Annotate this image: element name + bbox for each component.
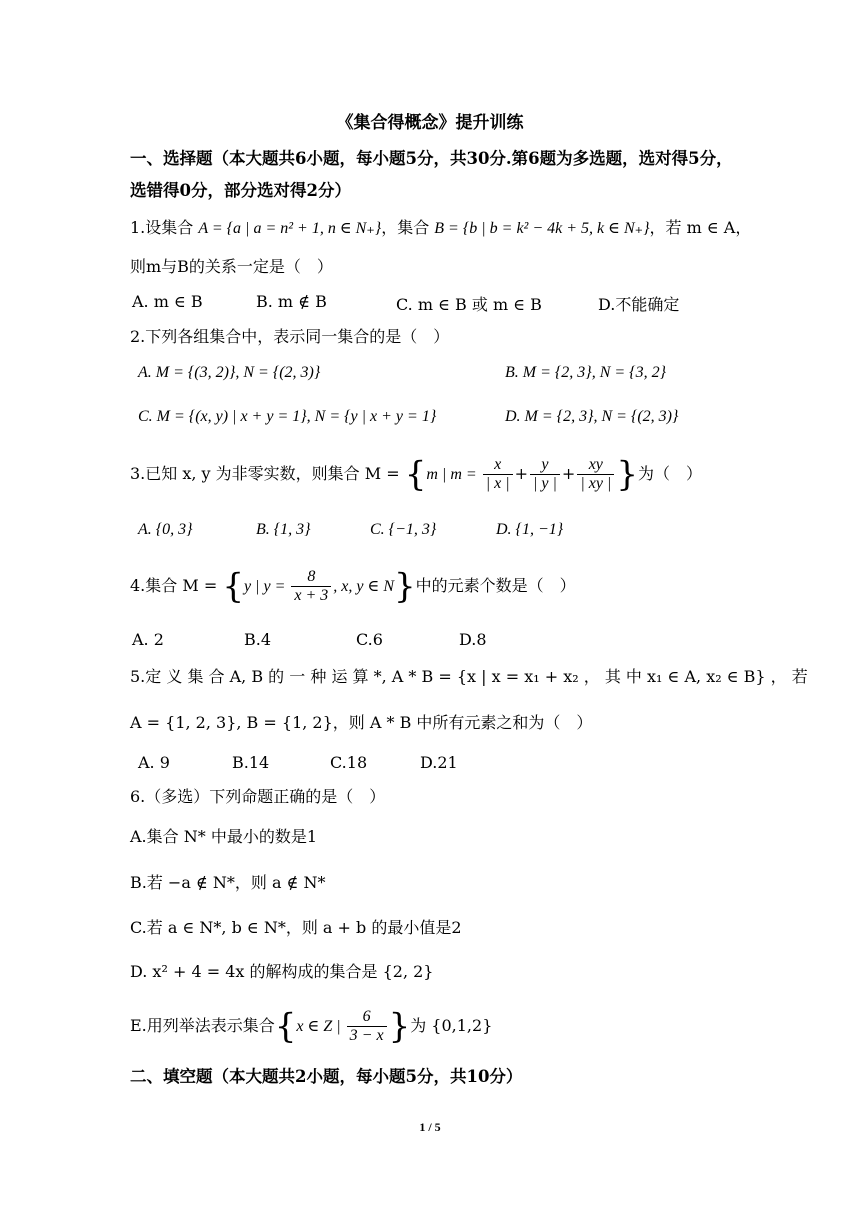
q4-stem-suffix: 中的元素个数是（ ） [415,576,576,595]
q5-option-c: C.18 [330,753,368,772]
q3-f1-numerator: x [483,456,513,475]
q5-option-b: B.14 [232,753,270,772]
q1-stem-suffix: ，若 m ∈ A， [649,218,752,237]
document-title: 《集合得概念》提升训练 [336,113,524,133]
q1-option-b: B. m ∉ B [256,292,327,311]
right-brace-icon: } [394,566,416,607]
q4-fraction [291,568,331,605]
q3-f3-numerator: xy [577,456,614,475]
q4-set-left: y | y = [243,578,290,595]
q3-set-left: m | m = [426,466,481,483]
right-brace-icon: } [616,454,638,495]
q1-option-d: D.不能确定 [598,295,680,314]
q2-option-a: A. M = {(3, 2)}, N = {(2, 3)} [138,364,321,381]
q2-option-d: D. M = {2, 3}, N = {(2, 3)} [505,408,679,425]
q6-stem: 6.（多选）下列命题正确的是（ ） [130,787,386,806]
q1-stem [130,217,751,240]
q1-stem-line2: 则m与B的关系一定是（ ） [130,257,333,276]
q4-option-c: C.6 [356,630,383,649]
q1-stem-prefix: 1.设集合 [130,218,199,237]
q3-f2-numerator: y [530,456,560,475]
q2-option-c: C. M = {(x, y) | x + y = 1}, N = {y | x + y = 1} [138,408,437,425]
q3-f3-denominator: | xy | [580,475,612,492]
q3-stem-suffix: 为（ ） [637,464,702,483]
q6-option-e-numerator: 6 [347,1008,387,1027]
q4-denominator: x + 3 [294,587,329,604]
q3-stem: 3.已知 x, y 为非零实数，则集合 M = {m | m = $\frac{x}{| x |}$ + $\frac{y}{| y |}$ + $\frac{xy}{| xy |}$ }为（ ） [130,454,702,495]
q6-option-d: D. x² + 4 = 4x 的解构成的集合是 {2, 2} [130,962,434,981]
q5-stem-line2: A = {1, 2, 3}, B = {1, 2}，则 A * B 中所有元素之和为（ ） [130,713,593,732]
q6-option-e-suffix: 为 {0,1,2} [410,1016,493,1035]
q6-option-e [130,1004,492,1049]
q3-option-d: D. {1, −1} [496,521,564,538]
q5-option-a: A. 9 [138,753,170,772]
q6-option-e-fraction [347,1008,387,1045]
q3-fraction-1 [483,456,513,493]
q1-stem-mid: ，集合 [381,218,435,237]
q3-option-c: C. {−1, 3} [370,521,437,538]
q4-option-d: D.8 [459,630,487,649]
q5-stem-line1: 5.定 义 集 合 A, B 的 一 种 运 算 *, A * B = {x | x = x₁ + x₂ ， 其 中 x₁ ∈ A, x₂ ∈ B} ， 若 [130,667,808,686]
section1-heading-line2: 选错得0分，部分选对得2分） [130,181,351,200]
q2-option-b: B. M = {2, 3}, N = {3, 2} [505,364,666,381]
q4-stem-prefix: 4.集合 M = [130,576,223,595]
q4-stem [130,564,576,609]
q3-fraction-3 [577,456,614,493]
q6-option-e-denominator: 3 − x [349,1027,384,1044]
right-brace-icon: } [388,1006,411,1047]
q3-fraction-2 [530,456,560,493]
q3-option-b: B. {1, 3} [256,521,311,538]
q6-option-e-set: x ∈ Z | [296,1018,345,1035]
q6-option-c: C.若 a ∈ N*, b ∈ N*，则 a + b 的最小值是2 [130,918,462,937]
q4-numerator: 8 [291,568,331,587]
section2-heading: 二、填空题（本大题共2小题，每小题5分，共10分） [130,1067,523,1086]
q4-option-a: A. 2 [132,630,164,649]
q1-set-b: B = {b | b = k² − 4k + 5, k ∈ N₊} [434,220,650,237]
q3-f1-denominator: | x | [485,475,510,492]
q3-option-a: A. {0, 3} [138,521,193,538]
left-brace-icon: { [404,454,427,495]
q1-option-c: C. m ∈ B 或 m ∈ B [396,295,542,314]
q4-set-right: , x, y ∈ N [333,578,394,595]
q6-option-b: B.若 −a ∉ N*，则 a ∉ N* [130,873,326,892]
q4-option-b: B.4 [244,630,272,649]
q3-f2-denominator: | y | [533,475,557,492]
section1-heading-line1: 一、选择题（本大题共6小题，每小题5分，共30分.第6题为多选题，选对得5分， [130,149,733,168]
q5-option-d: D.21 [420,753,458,772]
q1-set-a: A = {a | a = n² + 1, n ∈ N₊} [198,220,382,237]
q6-option-e-prefix: E.用列举法表示集合 [130,1016,275,1035]
left-brace-icon: { [222,566,244,607]
page-number: 1 / 5 [419,1120,441,1134]
left-brace-icon: { [274,1006,297,1047]
q6-option-a: A.集合 N* 中最小的数是1 [130,827,317,846]
q2-stem: 2.下列各组集合中，表示同一集合的是（ ） [130,327,450,346]
q1-option-a: A. m ∈ B [132,292,203,311]
q3-stem-prefix: 3.已知 x, y 为非零实数，则集合 M = [130,464,405,483]
